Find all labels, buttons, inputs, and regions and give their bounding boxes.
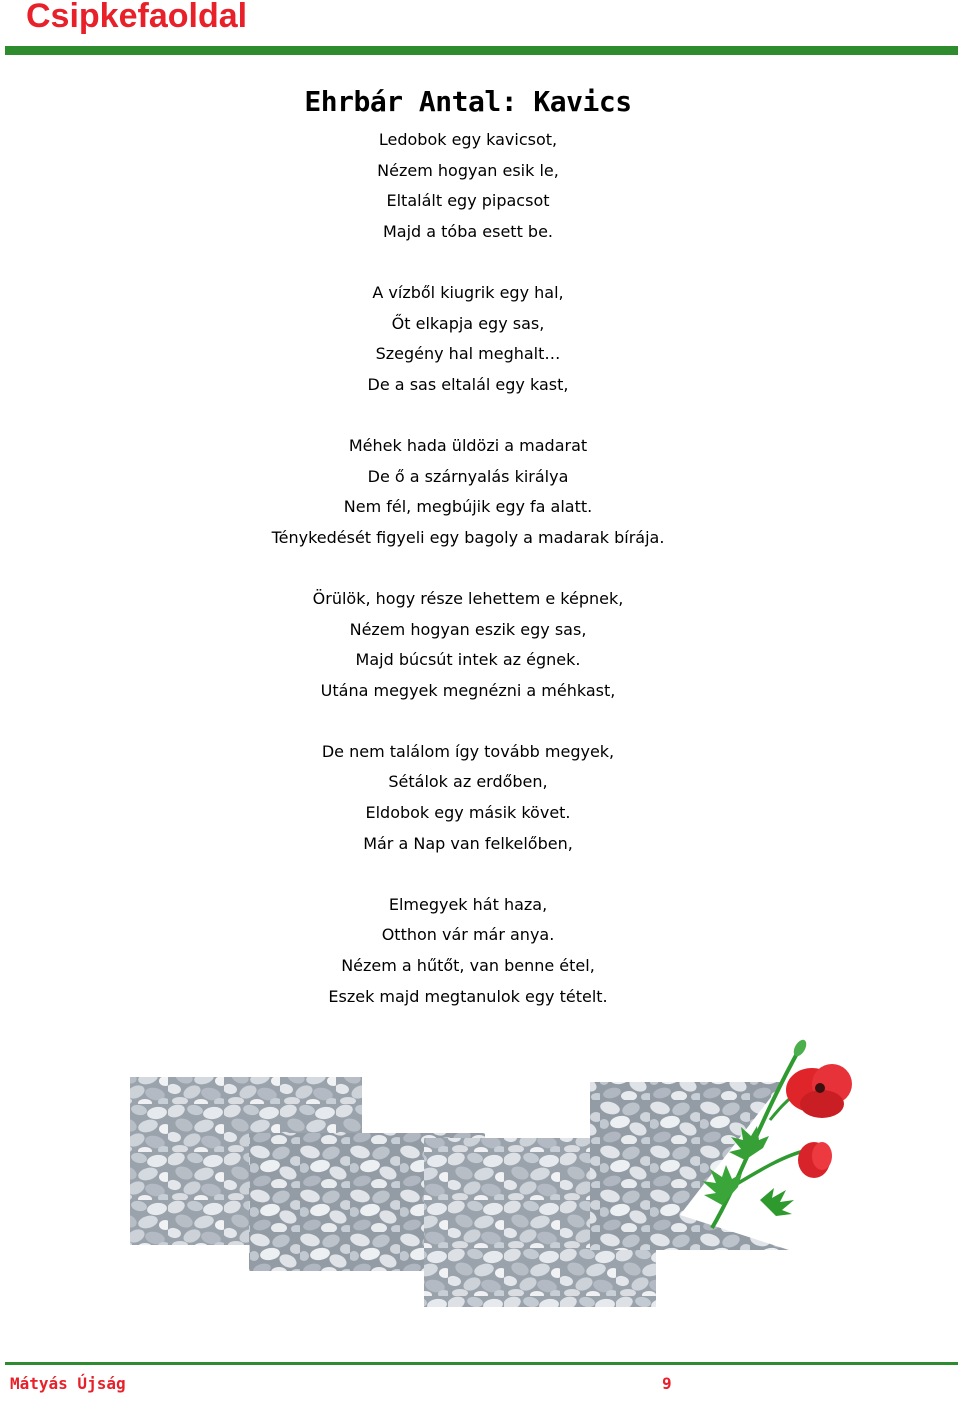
poem-line: Ténykedését figyeli egy bagoly a madarak bírája.	[271, 527, 665, 547]
poem-line: Nézem hogyan eszik egy sas,	[349, 619, 587, 639]
poem-line: De ő a szárnyalás királya	[367, 466, 569, 486]
poem-line: Örülök, hogy része lehettem e képnek,	[312, 588, 624, 608]
poem-line: Majd búcsút intek az égnek.	[355, 650, 581, 670]
poem-line: De a sas eltalál egy kast,	[367, 374, 569, 394]
poem-line: Őt elkapja egy sas,	[391, 313, 545, 333]
page-header-title: Csipkefaoldal	[26, 0, 248, 35]
poem-line: Majd a tóba esett be.	[382, 221, 554, 241]
poem-line: Ledobok egy kavicsot,	[378, 130, 558, 149]
poem-line: A vízből kiugrik egy hal,	[372, 282, 564, 302]
poem-line: Már a Nap van felkelőben,	[363, 833, 573, 853]
poem-line: Eltalált egy pipacsot	[386, 191, 550, 211]
poem-line: Szegény hal meghalt…	[375, 344, 561, 364]
poem-line: Nézem a hűtőt, van benne étel,	[341, 956, 595, 976]
footer-publication-name: Mátyás Újság	[10, 1374, 126, 1393]
footer-page-number: 9	[662, 1374, 672, 1393]
poem-line: De nem találom így tovább megyek,	[321, 741, 615, 761]
poem-line: Eldobok egy másik követ.	[365, 803, 571, 823]
poppy-center	[815, 1083, 825, 1093]
poem-line: Eszek majd megtanulok egy tételt.	[328, 986, 608, 1006]
poem-line: Elmegyek hát haza,	[388, 894, 548, 914]
poem-title: Ehrbár Antal: Kavics	[304, 85, 632, 118]
poem-line: Utána megyek megnézni a méhkast,	[320, 680, 616, 700]
poem-line: Nem fél, megbújik egy fa alatt.	[343, 497, 593, 517]
poem-line: Sétálok az erdőben,	[388, 772, 548, 792]
poppy-petal	[800, 1090, 844, 1118]
poem-line: Otthon vár már anya.	[381, 925, 555, 945]
poem-line: Nézem hogyan esik le,	[377, 160, 559, 180]
poppy-petal	[812, 1142, 832, 1170]
footer-divider	[5, 1362, 958, 1365]
poem-line: Méhek hada üldözi a madarat	[348, 435, 588, 455]
